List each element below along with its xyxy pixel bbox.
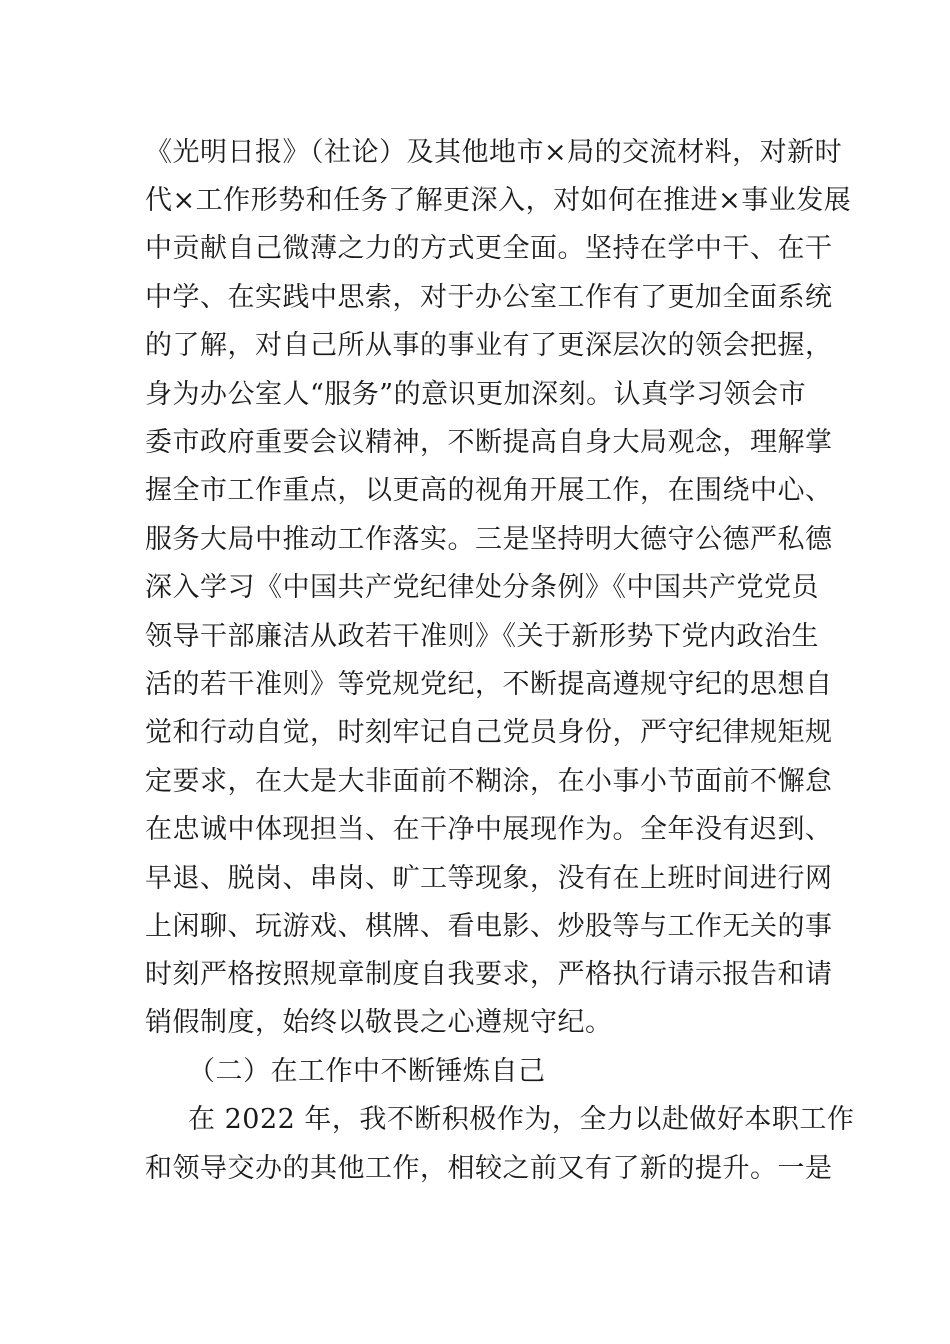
body-line: 觉和行动自觉，时刻牢记自己党员身份，严守纪律规矩规 [145,717,833,748]
body-line: 上闲聊、玩游戏、棋牌、看电影、炒股等与工作无关的事 [145,911,833,942]
body-line: 委市政府重要会议精神，不断提高自身大局观念，理解掌 [145,427,833,458]
body-line: 身为办公室人“服务”的意识更加深刻。认真学习领会市 [145,379,807,410]
body-line: 《光明日报》（社论）及其他地市×局的交流材料，对新时 [145,137,843,168]
body-line: 早退、脱岗、串岗、旷工等现象，没有在上班时间进行网 [145,863,833,894]
body-line: 时刻严格按照规章制度自我要求，严格执行请示报告和请 [145,959,833,990]
body-line: 握全市工作重点，以更高的视角开展工作，在围绕中心、 [145,475,833,506]
body-line: 中贡献自己微薄之力的方式更全面。坚持在学中干、在干 [145,233,833,264]
body-line: 领导干部廉洁从政若干准则》《关于新形势下党内政治生 [145,621,819,652]
body-line: 代×工作形势和任务了解更深入，对如何在推进×事业发展 [145,185,852,216]
body-line: 活的若干准则》等党规党纪，不断提高遵规守纪的思想自 [145,669,833,700]
body-line: 的了解，对自己所从事的事业有了更深层次的领会把握， [145,330,833,361]
section-heading: （二）在工作中不断锤炼自己 [188,1056,546,1087]
body-line: 中学、在实践中思索，对于办公室工作有了更加全面系统 [145,282,833,313]
body-line: 服务大局中推动工作落实。三是坚持明大德守公德严私德 [145,524,833,555]
body-line: 销假制度，始终以敬畏之心遵规守纪。 [145,1007,613,1038]
body-line: 和领导交办的其他工作，相较之前又有了新的提升。一是 [145,1153,833,1184]
body-line: 定要求，在大是大非面前不糊涂，在小事小节面前不懈怠 [145,766,833,797]
body-line: 在忠诚中体现担当、在干净中展现作为。全年没有迟到、 [145,814,833,845]
body-line: 在 2022 年，我不断积极作为，全力以赴做好本职工作 [188,1104,855,1135]
body-line: 深入学习《中国共产党纪律处分条例》《中国共产党党员 [145,572,819,603]
